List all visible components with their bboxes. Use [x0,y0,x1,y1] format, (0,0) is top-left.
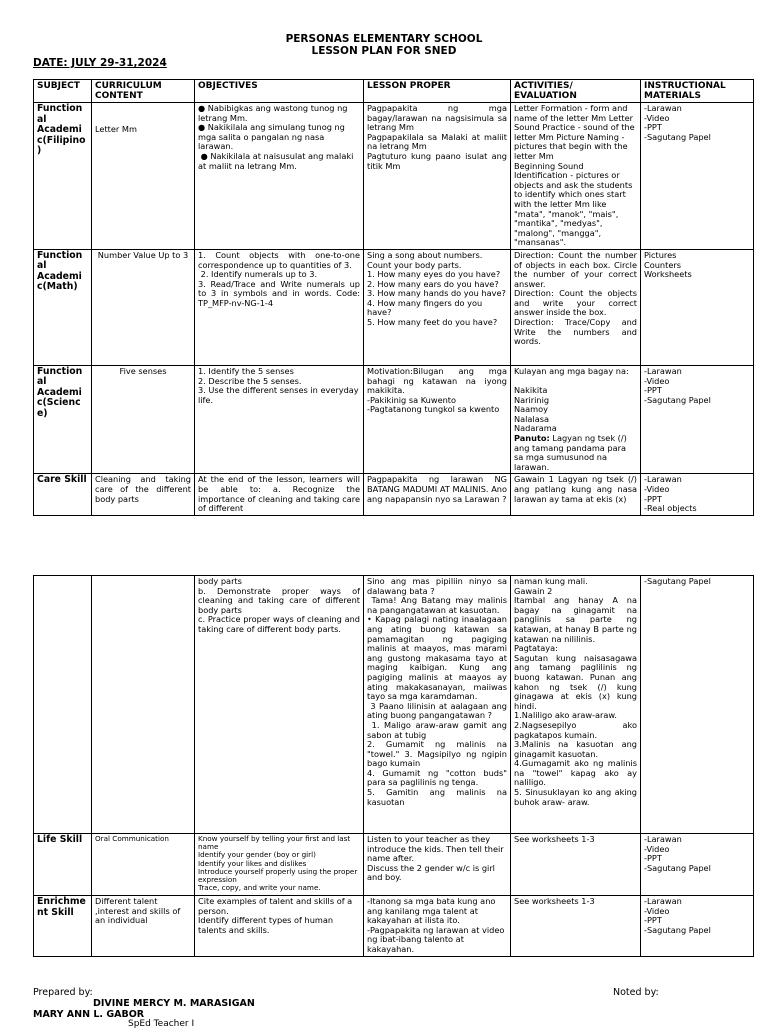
lesson-line: Sino ang mas pipiliin ninyo sa dalawang bata ? [367,576,510,596]
col-header-subject: SUBJECT [34,80,92,103]
activity-list-item: Naririnig [514,394,550,405]
lesson-line: -Pakikinig sa Kuwento [367,394,457,405]
material-item: -Larawan [644,365,682,376]
objectives-cell [195,249,364,365]
col-header-lesson: LESSON PROPER [364,80,511,103]
material-item: -PPT [644,122,662,133]
table-row-care-skill-continued [34,576,754,834]
material-item: -Video [644,484,670,495]
objectives-cell [195,103,364,250]
lesson-plan-table-part2 [33,575,754,957]
lesson-line: • Kapag palagi nating inaalagaan ang ating buong katawan sa pamamagitan ng pagiging malinis at maayos, mas marami ang gustong makasama tayo at maging kaibigan. Kung ang pagiging malinis at maayos ay ating makakasanayan, maiiwas tayo sa mga karamdaman. [367,614,510,702]
material-item: Counters [644,259,681,270]
activity-line: 2.Nagsesepilyo ako pagkatapos kumain. [514,719,640,740]
objective-line: Identify your likes and dislikes [198,858,307,868]
subject-cell: Function al Academi c(Filipino ) [34,103,92,250]
material-item: -PPT [644,853,662,864]
material-item: -Real objects [644,503,697,514]
objective-line: body parts [198,576,242,586]
objective-line: ● Nakikilala ang simulang tunog ng mga salita o pangalan ng nasa larawan. [198,122,348,152]
table-row-filipino [34,103,754,250]
activities-cell [511,103,641,250]
lesson-cell [364,103,511,250]
lesson-cell [364,249,511,365]
objective-line: Introduce yourself properly using the proper expression [198,866,360,885]
material-item: -Video [644,375,670,386]
lesson-line: 5. How many feet do you have? [367,317,498,328]
objective-line: b. Demonstrate proper ways of cleaning and taking care of different body parts [198,585,363,615]
preparer-name-2: MARY ANN L. GABOR [33,1009,145,1020]
material-item: Pictures [644,249,677,260]
lesson-line: 3 Paano lilinisin at aalagaan ang ating buong pangangatawan ? [367,700,510,721]
materials-cell [641,103,754,250]
objectives-cell [195,834,364,896]
content-cell [92,576,195,834]
preparer-name: DIVINE MERCY M. MARASIGAN [93,998,255,1009]
material-item: -Sagutang Papel [644,576,711,586]
activity-line: 1.Naliligo ako araw-araw. [514,710,617,721]
subject-cell: Life Skill [34,834,92,896]
activity-list-item: Nalalasa [514,413,550,424]
objective-line: Identify your gender (boy or girl) [198,850,316,860]
objective-line: 1. Count objects with one-to-one correspondence up to quantities of 3. [198,249,363,270]
col-header-activities: ACTIVITIES/ EVALUATION [511,80,641,103]
objective-line: 2. Identify numerals up to 3. [198,269,318,280]
prepared-by-label: Prepared by: [33,987,93,998]
materials-cell [641,576,754,834]
subject-cell: Care Skill [34,474,92,515]
activity-list-item: Nakikita [514,385,548,396]
activity-line: Sagutan kung naisasagawa ang tamang paglilinis ng buong katawan. Punan ang kahon ng tsek (/) kung ginagawa at ekis (x) kung hindi. [514,652,640,711]
date-line: DATE: JULY 29-31,2024 [33,57,167,69]
panuto-line [514,434,637,472]
objective-line: 2. Describe the 5 senses. [198,375,302,386]
content-cell: Number Value Up to 3 [92,249,195,365]
lesson-line: Pagpapakita ng mga bagay/larawan na nagsisimula sa letrang Mm [367,103,510,133]
activity-line: Pagtataya: [514,643,558,654]
objectives-cell [195,896,364,957]
material-item: -Sagutang Papel [644,394,711,405]
subject-cell [34,576,92,834]
lesson-line: Tama! Ang Batang may malinis na pangangatawan at kasuotan. [367,595,510,615]
table-row-life-skill [34,834,754,896]
col-header-content: CURRICULUM CONTENT [92,80,195,103]
document-title: LESSON PLAN FOR SNED [311,45,457,57]
table-row-math [34,249,754,365]
lesson-line: Listen to your teacher as they introduce the kids. Then tell their name after. [367,834,507,864]
material-item: -PPT [644,385,662,396]
school-name: PERSONAS ELEMENTARY SCHOOL [285,33,483,45]
subject-cell: Function al Academi c(Math) [34,249,92,365]
activities-cell: See worksheets 1-3 [511,834,641,896]
activities-cell [511,365,641,474]
activity-line: 5. Sinusuklayan ko ang aking buhok araw- araw. [514,787,640,807]
lesson-line: Count your body parts. [367,259,462,270]
panuto-text: Lagyan ng tsek (/) ang tamang pandama para sa mga sumusunod na larawan. [514,433,630,472]
lesson-line: -Pagpapakita ng larawan at video ng ibat-ibang talento at kakayahan. [367,924,507,954]
content-cell: Cleaning and taking care of the different body parts [92,474,195,515]
lesson-line: -Pagtatanong tungkol sa kwento [367,404,500,415]
content-cell: Oral Communication [92,834,195,896]
lesson-cell [364,576,511,834]
activity-line: Direction: Count the number of objects in each box. Circle the number of your correct answer. [514,249,640,289]
activity-line: Direction: Count the objects and write your correct answer inside the box. [514,288,640,318]
objective-line: c. Practice proper ways of cleaning and taking care of different body parts. [198,614,363,634]
activity-line: Direction: Trace/Copy and Write the numbers and words. [514,317,640,347]
panuto-label: Panuto: [514,433,550,444]
materials-cell [641,834,754,896]
material-item: -Larawan [644,474,682,485]
material-item: -Larawan [644,896,682,906]
noted-by-label: Noted by: [613,987,659,998]
lesson-line: Motivation:Bilugan ang mga bahagi ng katawan na iyong makikita. [367,365,510,396]
lesson-line: 5. Gamitin ang malinis na kasuotan [367,787,510,807]
materials-cell [641,474,754,515]
lesson-line: Pagtuturo kung paano isulat ang titik Mm [367,150,510,171]
lesson-line: 4. How many fingers do you have? [367,297,485,318]
material-item: -PPT [644,915,662,926]
lesson-cell [364,365,511,474]
material-item: Worksheets [644,269,692,280]
material-item: -Larawan [644,834,682,844]
materials-cell [641,365,754,474]
material-item: -Sagutang Papel [644,862,711,873]
objective-line: 3. Read/Trace and Write numerals up to 3 in symbols and in words. Code: TP_MFP-nv-NG-1-4 [198,278,363,308]
activity-line: Beginning Sound Identification - pictures or objects and ask the students to identify which ones start with the letter Mm like "mata", "manok", "mais", "mantika", "medyas", "malong", "mangga", "mansanas". [514,160,635,248]
lesson-line: 3. How many hands do you have? [367,288,506,299]
activity-line: 4.Gumagamit ako ng malinis na "towel" kapag ako ay naliligo. [514,758,640,788]
material-item: -Video [644,905,670,916]
lesson-line: Sing a song about numbers. [367,249,483,260]
material-item: -Video [644,843,670,854]
lesson-line: -Itanong sa mga bata kung ano ang kanilang mga talent at kakayahan at ilista ito. [367,896,498,926]
content-cell: Letter Mm [92,103,195,250]
activity-list-item: Naamoy [514,404,548,415]
material-item: -PPT [644,493,662,504]
objective-line: Identify different types of human talents and skills. [198,915,336,935]
lesson-plan-table-part1 [33,79,754,516]
subject-cell: Function al Academi c(Scienc e) [34,365,92,474]
activity-line: 3.Malinis na kasuotan ang ginagamit kasuotan. [514,739,640,759]
activity-list-item: Nadarama [514,423,557,434]
material-item: -Larawan [644,103,682,113]
content-cell: Different talent ,interest and skills of an individual [92,896,195,957]
table-row-care-skill [34,474,754,515]
activity-line: Gawain 2 [514,585,553,596]
lesson-cell: Pagpapakita ng larawan NG BATANG MADUMI AT MALINIS. Ano ang napapansin nyo sa Larawan ? [364,474,511,515]
lesson-cell [364,834,511,896]
activities-cell: Gawain 1 Lagyan ng tsek (/) ang patlang kung ang nasa larawan ay tama at ekis (x) [511,474,641,515]
material-item: -Sagutang Papel [644,131,711,142]
lesson-line: 1. How many eyes do you have? [367,269,501,280]
activities-cell [511,249,641,365]
materials-cell [641,249,754,365]
objectives-cell [195,365,364,474]
lesson-cell [364,896,511,957]
material-item: -Sagutang Papel [644,924,711,935]
objective-line: ● Nakikilala at naisusulat ang malaki at maliit na letrang Mm. [198,150,356,171]
table-row-enrichment-skill [34,896,754,957]
table-row-science [34,365,754,474]
objective-line: Know yourself by telling your first and last name [198,834,353,852]
lesson-line: 2. Gumamit ng malinis na "towel." 3. Magsipilyo ng ngipin bago kumain [367,739,510,769]
col-header-objectives: OBJECTIVES [195,80,364,103]
activity-line: Itambal ang hanay A na bagay na ginagamit na panglinis sa parte ng katawan, at hanay B parte ng katawan na nililinis. [514,595,640,644]
subject-cell: Enrichme nt Skill [34,896,92,957]
objective-line: Cite examples of talent and skills of a person. [198,896,355,916]
lesson-line: 4. Gumamit ng "cotton buds" para sa paglilinis ng tenga. [367,767,510,788]
preparer-role: SpEd Teacher I [128,1019,195,1029]
objective-line: Trace, copy, and write your name. [198,883,321,893]
objectives-cell: At the end of the lesson, learners will be able to: a. Recognize the importance of cleaning and taking care of different [195,474,364,515]
lesson-line: Pagpapakilala sa Malaki at maliit na letrang Mm [367,131,510,152]
col-header-materials: INSTRUCTIONAL MATERIALS [641,80,754,103]
objectives-cell [195,576,364,834]
activity-line: Kulayan ang mga bagay na: [514,365,629,376]
content-cell: Five senses [92,365,195,474]
materials-cell [641,896,754,957]
objective-line: 3. Use the different senses in everyday life. [198,385,362,405]
material-item: -Video [644,112,670,123]
activities-cell: See worksheets 1-3 [511,896,641,957]
objective-line: 1. Identify the 5 senses [198,365,294,376]
activities-cell [511,576,641,834]
activity-line: naman kung mali. [514,576,588,586]
lesson-line: Discuss the 2 gender w/c is girl and boy. [367,862,498,883]
lesson-line: 1. Maligo araw-araw gamit ang sabon at tubig [367,719,510,740]
activity-line: Letter Formation - form and name of the letter Mm Letter Sound Practice - sound of the letter Mm Picture Naming - pictures that begin with the letter Mm [514,103,638,161]
lesson-line: 2. How many ears do you have? [367,278,499,289]
objective-line: ● Nabibigkas ang wastong tunog ng letrang Mm. [198,103,351,123]
